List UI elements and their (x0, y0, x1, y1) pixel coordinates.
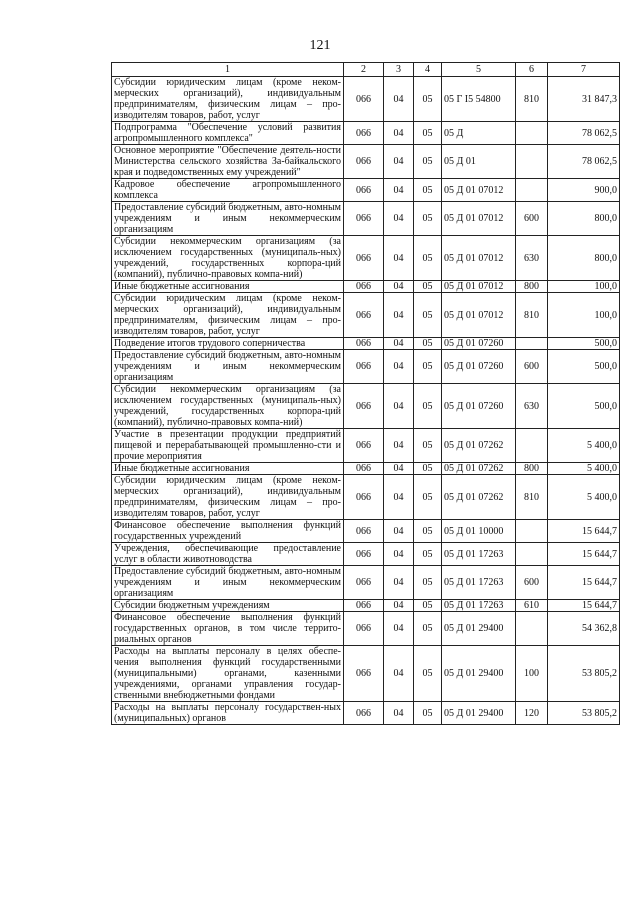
subsection-code: 05 (414, 179, 442, 202)
table-row (112, 384, 620, 429)
grbs-code: 066 (344, 646, 384, 702)
table-row (112, 202, 620, 236)
section-code: 04 (384, 293, 414, 338)
grbs-code: 066 (344, 350, 384, 384)
target-article-code: 05 Д 01 07262 (442, 429, 516, 463)
section-code: 04 (384, 612, 414, 646)
expense-type-code: 630 (516, 236, 548, 281)
amount: 100,0 (548, 293, 620, 338)
grbs-code: 066 (344, 338, 384, 350)
subsection-code: 05 (414, 463, 442, 475)
amount: 78 062,5 (548, 122, 620, 145)
subsection-code: 05 (414, 338, 442, 350)
target-article-code: 05 Д 01 10000 (442, 520, 516, 543)
table-row (112, 293, 620, 338)
table-row (112, 145, 620, 179)
expense-type-code: 600 (516, 202, 548, 236)
row-name: Иные бюджетные ассигнования (112, 281, 344, 293)
row-name: Иные бюджетные ассигнования (112, 463, 344, 475)
section-code: 04 (384, 646, 414, 702)
grbs-code: 066 (344, 520, 384, 543)
row-name: Субсидии юридическим лицам (кроме неком-мерческих организаций), индивидуальным предпринимателям, физическим лицам – про-изводителям товаров, работ, услуг (112, 475, 344, 520)
amount: 900,0 (548, 179, 620, 202)
expense-type-code (516, 543, 548, 566)
table-row (112, 612, 620, 646)
expense-type-code (516, 612, 548, 646)
row-name: Субсидии некоммерческим организациям (за исключением государственных (муниципаль-ных) учреждений, государственных корпора-ций (компаний), публично-правовых компа-ний) (112, 236, 344, 281)
subsection-code: 05 (414, 145, 442, 179)
amount: 53 805,2 (548, 702, 620, 725)
section-code: 04 (384, 702, 414, 725)
expense-type-code (516, 122, 548, 145)
subsection-code: 05 (414, 520, 442, 543)
grbs-code: 066 (344, 145, 384, 179)
table-row (112, 77, 620, 122)
amount: 31 847,3 (548, 77, 620, 122)
page-number: 121 (309, 38, 331, 53)
grbs-code: 066 (344, 600, 384, 612)
expense-type-code (516, 179, 548, 202)
expense-type-code: 600 (516, 350, 548, 384)
col-header: 2 (344, 63, 384, 77)
target-article-code: 05 Д 01 (442, 145, 516, 179)
subsection-code: 05 (414, 202, 442, 236)
col-header: 6 (516, 63, 548, 77)
row-name: Предоставление субсидий бюджетным, авто-номным учреждениям и иным некоммерческим организациям (112, 202, 344, 236)
grbs-code: 066 (344, 122, 384, 145)
row-name: Расходы на выплаты персоналу в целях обеспе-чения выполнения функций государственными (муниципальными) органами, казенными учреждениями, органами управления государ-ственными внебюджетными фондами (112, 646, 344, 702)
section-code: 04 (384, 600, 414, 612)
row-name: Подведение итогов трудового соперничества (112, 338, 344, 350)
table-row (112, 475, 620, 520)
grbs-code: 066 (344, 179, 384, 202)
col-header: 1 (112, 63, 344, 77)
expense-type-code: 630 (516, 384, 548, 429)
target-article-code: 05 Д 01 07012 (442, 293, 516, 338)
target-article-code: 05 Д 01 17263 (442, 566, 516, 600)
grbs-code: 066 (344, 463, 384, 475)
subsection-code: 05 (414, 350, 442, 384)
amount: 54 362,8 (548, 612, 620, 646)
amount: 15 644,7 (548, 566, 620, 600)
amount: 500,0 (548, 350, 620, 384)
target-article-code: 05 Д 01 07262 (442, 475, 516, 520)
target-article-code: 05 Д 01 17263 (442, 600, 516, 612)
row-name: Субсидии некоммерческим организациям (за исключением государственных (муниципаль-ных) учреждений, государственных корпора-ций (компаний), публично-правовых компа-ний) (112, 384, 344, 429)
amount: 100,0 (548, 281, 620, 293)
section-code: 04 (384, 543, 414, 566)
section-code: 04 (384, 475, 414, 520)
amount: 800,0 (548, 202, 620, 236)
target-article-code: 05 Д 01 07012 (442, 202, 516, 236)
section-code: 04 (384, 384, 414, 429)
grbs-code: 066 (344, 77, 384, 122)
col-header: 3 (384, 63, 414, 77)
col-header: 4 (414, 63, 442, 77)
row-name: Подпрограмма "Обеспечение условий развития агропромышленного комплекса" (112, 122, 344, 145)
subsection-code: 05 (414, 384, 442, 429)
expense-type-code: 100 (516, 646, 548, 702)
target-article-code: 05 Д 01 29400 (442, 702, 516, 725)
section-code: 04 (384, 236, 414, 281)
subsection-code: 05 (414, 122, 442, 145)
table-row (112, 702, 620, 725)
row-name: Финансовое обеспечение выполнения функций государственных органов, в том числе террито-риальных органов (112, 612, 344, 646)
section-code: 04 (384, 179, 414, 202)
target-article-code: 05 Г I5 54800 (442, 77, 516, 122)
table-row (112, 566, 620, 600)
table-row (112, 520, 620, 543)
target-article-code: 05 Д 01 07260 (442, 338, 516, 350)
expense-type-code: 800 (516, 281, 548, 293)
section-code: 04 (384, 350, 414, 384)
expense-type-code: 600 (516, 566, 548, 600)
target-article-code: 05 Д 01 29400 (442, 646, 516, 702)
target-article-code: 05 Д 01 07012 (442, 179, 516, 202)
table-row (112, 350, 620, 384)
budget-table (111, 62, 620, 725)
grbs-code: 066 (344, 612, 384, 646)
grbs-code: 066 (344, 543, 384, 566)
row-name: Участие в презентации продукции предприятий пищевой и перерабатывающей промышленно-сти и прочие мероприятия (112, 429, 344, 463)
target-article-code: 05 Д 01 07260 (442, 350, 516, 384)
target-article-code: 05 Д 01 17263 (442, 543, 516, 566)
col-header: 5 (442, 63, 516, 77)
amount: 5 400,0 (548, 429, 620, 463)
grbs-code: 066 (344, 384, 384, 429)
expense-type-code: 120 (516, 702, 548, 725)
expense-type-code: 810 (516, 475, 548, 520)
table-row (112, 646, 620, 702)
subsection-code: 05 (414, 281, 442, 293)
table-row (112, 236, 620, 281)
section-code: 04 (384, 281, 414, 293)
expense-type-code: 810 (516, 77, 548, 122)
table-row (112, 463, 620, 475)
target-article-code: 05 Д (442, 122, 516, 145)
amount: 500,0 (548, 384, 620, 429)
section-code: 04 (384, 145, 414, 179)
table-row (112, 122, 620, 145)
row-name: Субсидии бюджетным учреждениям (112, 600, 344, 612)
table-row (112, 338, 620, 350)
row-name: Предоставление субсидий бюджетным, авто-номным учреждениям и иным некоммерческим организациям (112, 566, 344, 600)
row-name: Учреждения, обеспечивающие предоставление услуг в области животноводства (112, 543, 344, 566)
subsection-code: 05 (414, 702, 442, 725)
target-article-code: 05 Д 01 07012 (442, 281, 516, 293)
amount: 15 644,7 (548, 600, 620, 612)
table-row (112, 543, 620, 566)
subsection-code: 05 (414, 429, 442, 463)
amount: 78 062,5 (548, 145, 620, 179)
subsection-code: 05 (414, 293, 442, 338)
grbs-code: 066 (344, 702, 384, 725)
amount: 5 400,0 (548, 463, 620, 475)
grbs-code: 066 (344, 475, 384, 520)
grbs-code: 066 (344, 202, 384, 236)
subsection-code: 05 (414, 475, 442, 520)
expense-type-code: 800 (516, 463, 548, 475)
amount: 15 644,7 (548, 520, 620, 543)
expense-type-code (516, 338, 548, 350)
section-code: 04 (384, 122, 414, 145)
grbs-code: 066 (344, 429, 384, 463)
grbs-code: 066 (344, 281, 384, 293)
table-row (112, 600, 620, 612)
amount: 5 400,0 (548, 475, 620, 520)
target-article-code: 05 Д 01 07262 (442, 463, 516, 475)
row-name: Основное мероприятие "Обеспечение деятель-ности Министерства сельского хозяйства За-байкальского края и подведомственных ему учреждений" (112, 145, 344, 179)
expense-type-code (516, 145, 548, 179)
grbs-code: 066 (344, 566, 384, 600)
section-code: 04 (384, 202, 414, 236)
row-name: Расходы на выплаты персоналу государствен-ных (муниципальных) органов (112, 702, 344, 725)
target-article-code: 05 Д 01 07012 (442, 236, 516, 281)
header-row (112, 63, 620, 77)
amount: 53 805,2 (548, 646, 620, 702)
row-name: Кадровое обеспечение агропромышленного комплекса (112, 179, 344, 202)
expense-type-code: 610 (516, 600, 548, 612)
table-row (112, 429, 620, 463)
col-header: 7 (548, 63, 620, 77)
subsection-code: 05 (414, 600, 442, 612)
amount: 15 644,7 (548, 543, 620, 566)
section-code: 04 (384, 338, 414, 350)
amount: 500,0 (548, 338, 620, 350)
section-code: 04 (384, 429, 414, 463)
expense-type-code (516, 520, 548, 543)
expense-type-code: 810 (516, 293, 548, 338)
target-article-code: 05 Д 01 29400 (442, 612, 516, 646)
section-code: 04 (384, 520, 414, 543)
row-name: Субсидии юридическим лицам (кроме неком-мерческих организаций), индивидуальным предпринимателям, физическим лицам – про-изводителям товаров, работ, услуг (112, 77, 344, 122)
subsection-code: 05 (414, 77, 442, 122)
subsection-code: 05 (414, 236, 442, 281)
section-code: 04 (384, 463, 414, 475)
grbs-code: 066 (344, 293, 384, 338)
subsection-code: 05 (414, 543, 442, 566)
amount: 800,0 (548, 236, 620, 281)
subsection-code: 05 (414, 566, 442, 600)
row-name: Предоставление субсидий бюджетным, авто-номным учреждениям и иным некоммерческим организациям (112, 350, 344, 384)
expense-type-code (516, 429, 548, 463)
table-row (112, 281, 620, 293)
grbs-code: 066 (344, 236, 384, 281)
subsection-code: 05 (414, 646, 442, 702)
subsection-code: 05 (414, 612, 442, 646)
target-article-code: 05 Д 01 07260 (442, 384, 516, 429)
row-name: Финансовое обеспечение выполнения функций государственных учреждений (112, 520, 344, 543)
row-name: Субсидии юридическим лицам (кроме неком-мерческих организаций), индивидуальным предпринимателям, физическим лицам – про-изводителям товаров, работ, услуг (112, 293, 344, 338)
section-code: 04 (384, 77, 414, 122)
section-code: 04 (384, 566, 414, 600)
table-row (112, 179, 620, 202)
